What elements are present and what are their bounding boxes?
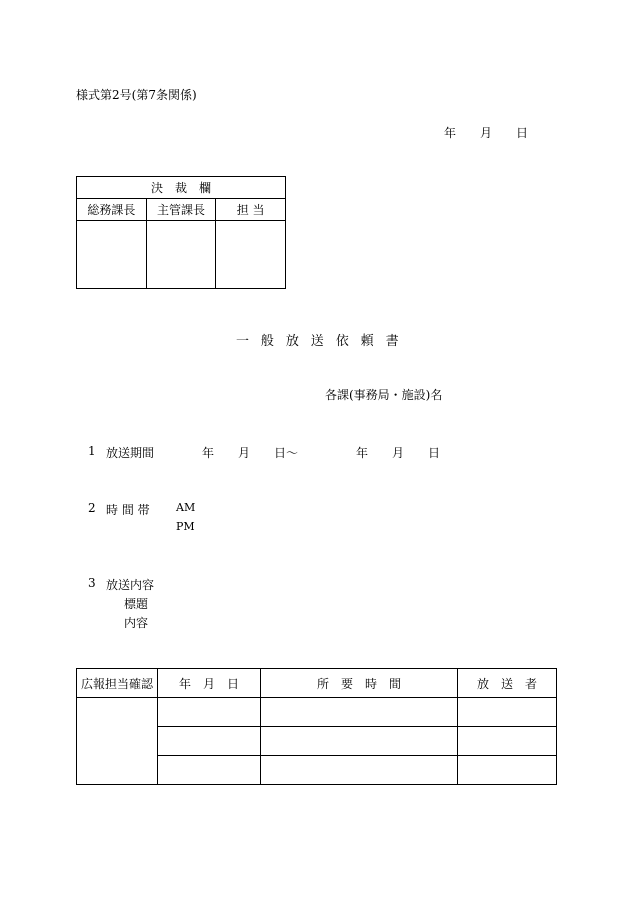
approval-seal-general-affairs[interactable] <box>77 221 147 289</box>
pr-date-cell[interactable] <box>158 756 261 785</box>
pr-duration-cell[interactable] <box>261 756 458 785</box>
time-slot-label: 時 間 帯 <box>106 503 150 517</box>
pr-broadcaster-cell[interactable] <box>458 727 557 756</box>
approval-col-staff: 担 当 <box>216 199 286 221</box>
pr-confirmation-cell[interactable] <box>77 698 158 785</box>
pr-header-confirmation: 広報担当確認 <box>77 669 158 698</box>
date-line: 年 月 日 <box>444 126 529 140</box>
period-label: 放送期間 <box>106 446 155 460</box>
content-subject-label: 標題 <box>124 597 149 611</box>
pr-date-cell[interactable] <box>158 698 261 727</box>
approval-seal-manager[interactable] <box>146 221 216 289</box>
pr-header-broadcaster: 放 送 者 <box>458 669 557 698</box>
pr-header-duration: 所 要 時 間 <box>261 669 458 698</box>
approval-col-manager: 主管課長 <box>146 199 216 221</box>
item-number-3: 3 <box>88 576 96 590</box>
pr-broadcaster-cell[interactable] <box>458 756 557 785</box>
pr-duration-cell[interactable] <box>261 698 458 727</box>
pr-header-date: 年 月 日 <box>158 669 261 698</box>
period-end[interactable]: 年 月 日 <box>356 446 441 460</box>
item-number-1: 1 <box>88 444 96 458</box>
approval-title: 決 裁 欄 <box>77 177 286 199</box>
pr-date-cell[interactable] <box>158 727 261 756</box>
approval-col-general-affairs: 総務課長 <box>77 199 147 221</box>
requester-department: 各課(事務局・施設)名 <box>325 388 443 402</box>
content-body-label: 内容 <box>124 616 149 630</box>
time-slot-am[interactable]: AM <box>176 501 196 514</box>
approval-seal-staff[interactable] <box>216 221 286 289</box>
item-number-2: 2 <box>88 501 96 515</box>
document-title: 一 般 放 送 依 頼 書 <box>236 334 403 349</box>
pr-confirmation-table <box>76 668 557 785</box>
pr-broadcaster-cell[interactable] <box>458 698 557 727</box>
pr-duration-cell[interactable] <box>261 727 458 756</box>
period-start[interactable]: 年 月 日～ <box>202 446 299 460</box>
content-label: 放送内容 <box>106 578 155 592</box>
time-slot-pm[interactable]: PM <box>176 520 195 533</box>
form-number: 様式第2号(第7条関係) <box>76 88 197 102</box>
approval-table <box>76 176 286 289</box>
